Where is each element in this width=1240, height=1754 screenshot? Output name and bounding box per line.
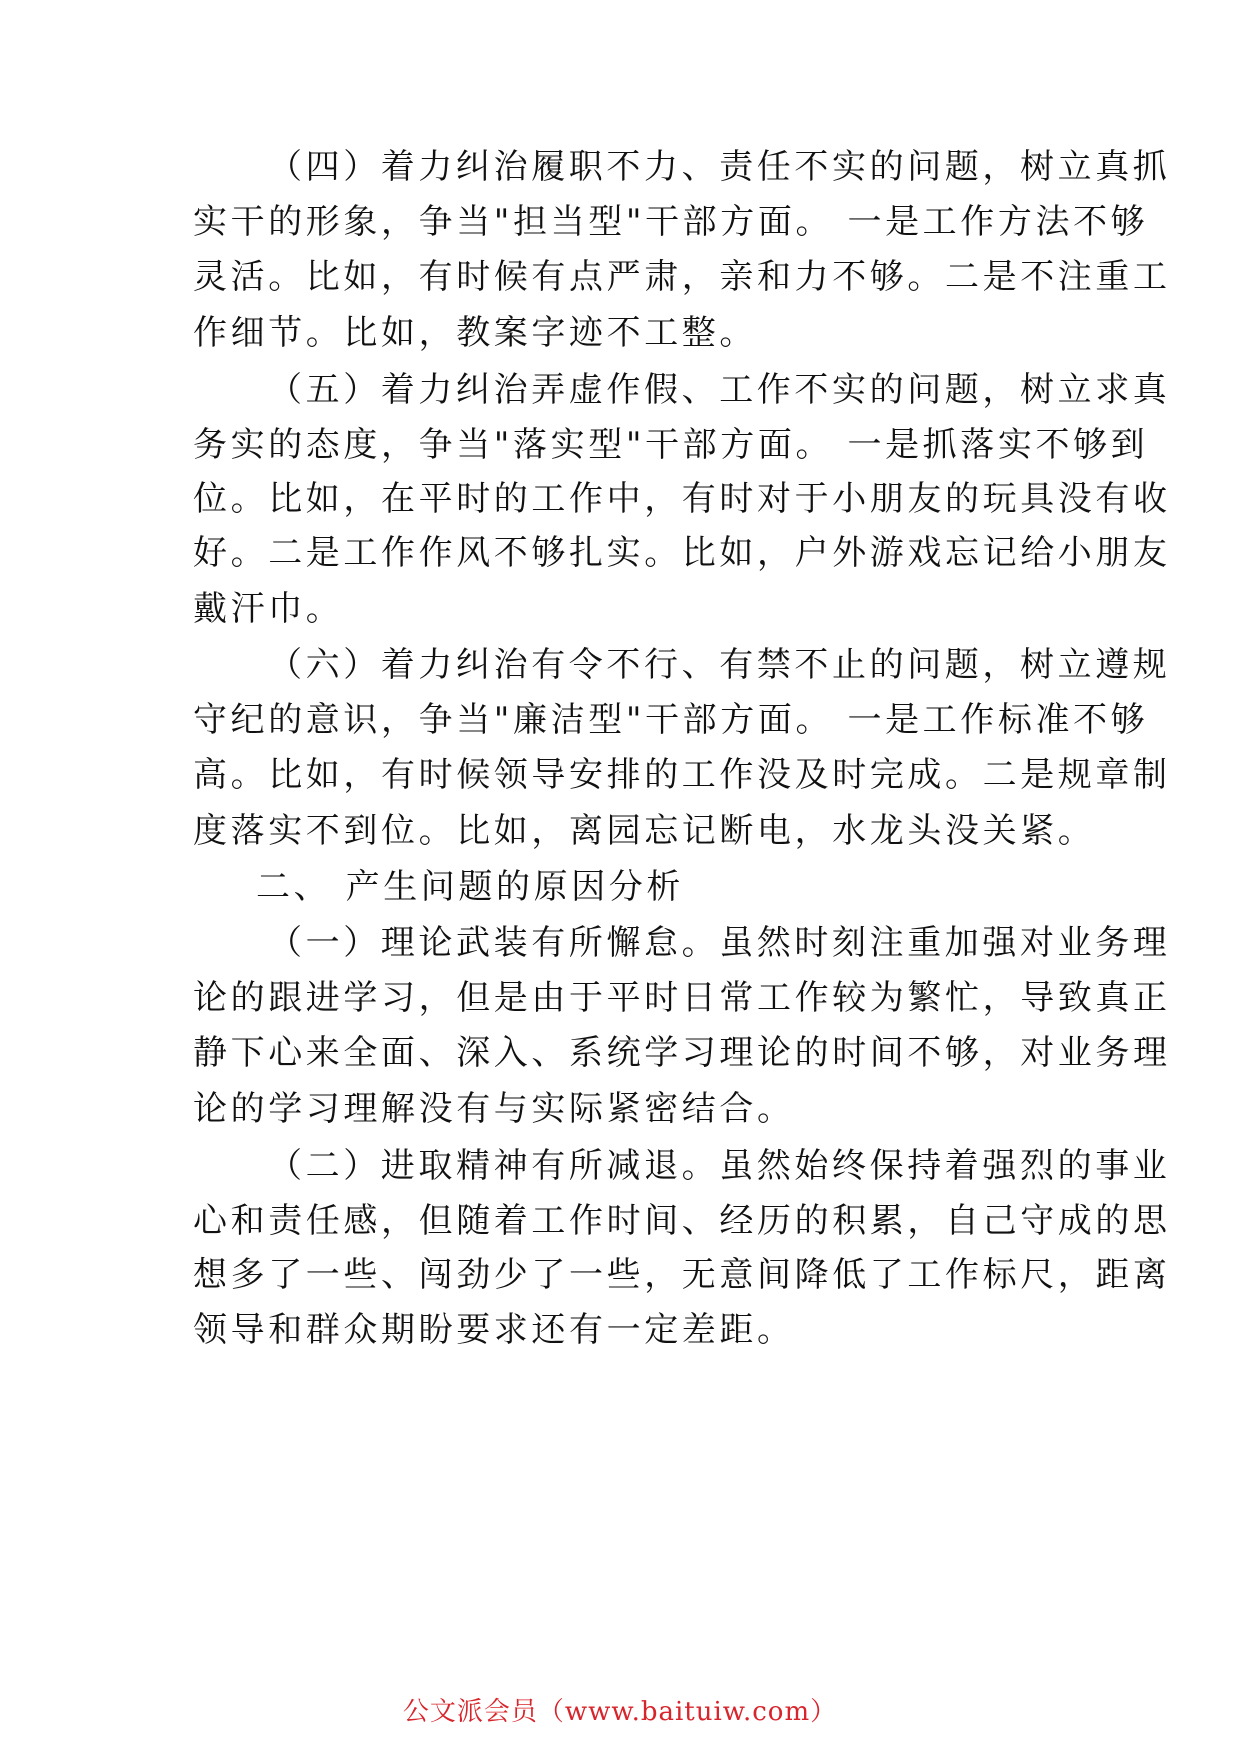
cause-2-line-1: （二）进取精神有所减退。虽然始终保持着强烈的事业 bbox=[268, 1146, 1171, 1186]
cause-1-line-4: 论的学习理解没有与实际紧密结合。 bbox=[193, 1089, 795, 1129]
paragraph-4-line-4: 作细节。比如，教案字迹不工整。 bbox=[193, 313, 757, 353]
cause-2-line-2: 心和责任感，但随着工作时间、经历的积累，自己守成的思 bbox=[193, 1201, 1171, 1241]
cause-2-line-4: 领导和群众期盼要求还有一定差距。 bbox=[193, 1310, 795, 1350]
paragraph-6-line-3: 高。比如，有时候领导安排的工作没及时完成。二是规章制 bbox=[193, 755, 1171, 795]
cause-2-line-3: 想多了一些、闯劲少了一些，无意间降低了工作标尺，距离 bbox=[193, 1255, 1171, 1295]
paragraph-4-line-2: 实干的形象，争当"担当型"干部方面。 一是工作方法不够 bbox=[193, 202, 1149, 242]
footer-watermark-link[interactable]: 公文派会员（www.baituiw.com） bbox=[402, 1697, 838, 1727]
cause-1-line-1: （一）理论武装有所懈怠。虽然时刻注重加强对业务理 bbox=[268, 923, 1171, 963]
section-heading-2: 二、 产生问题的原因分析 bbox=[256, 867, 685, 907]
paragraph-4-line-1: （四）着力纠治履职不力、责任不实的问题，树立真抓 bbox=[268, 147, 1171, 187]
cause-1-line-3: 静下心来全面、深入、系统学习理论的时间不够，对业务理 bbox=[193, 1033, 1171, 1073]
paragraph-5-line-3: 位。比如，在平时的工作中，有时对于小朋友的玩具没有收 bbox=[193, 479, 1171, 519]
paragraph-6-line-4: 度落实不到位。比如，离园忘记断电，水龙头没关紧。 bbox=[193, 811, 1096, 851]
paragraph-5-line-4: 好。二是工作作风不够扎实。比如，户外游戏忘记给小朋友 bbox=[193, 533, 1171, 573]
paragraph-5-line-2: 务实的态度，争当"落实型"干部方面。 一是抓落实不够到 bbox=[193, 425, 1149, 465]
paragraph-4-line-3: 灵活。比如，有时候有点严肃，亲和力不够。二是不注重工 bbox=[193, 257, 1171, 297]
cause-1-line-2: 论的跟进学习，但是由于平时日常工作较为繁忙，导致真正 bbox=[193, 978, 1171, 1018]
paragraph-5-line-1: （五）着力纠治弄虚作假、工作不实的问题，树立求真 bbox=[268, 370, 1171, 410]
paragraph-6-line-1: （六）着力纠治有令不行、有禁不止的问题，树立遵规 bbox=[268, 645, 1171, 685]
paragraph-5-line-5: 戴汗巾。 bbox=[193, 589, 344, 629]
paragraph-6-line-2: 守纪的意识，争当"廉洁型"干部方面。 一是工作标准不够 bbox=[193, 700, 1149, 740]
